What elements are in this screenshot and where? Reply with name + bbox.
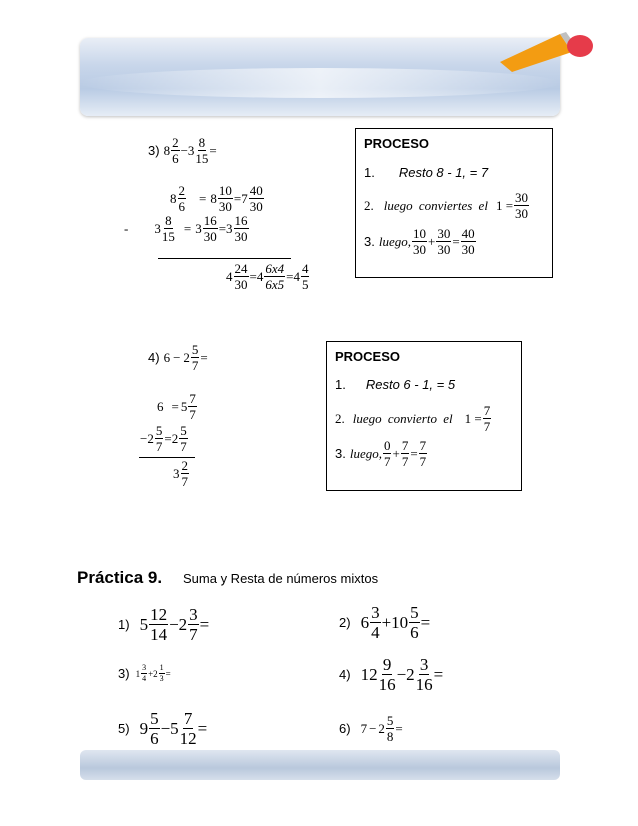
problem-3-step-1: 8 $\frac{2}{6}$ = 8 $\frac{10}{30}$ = 7 $\frac{40}{30}$ (170, 183, 263, 214)
practice-title: Práctica 9. (77, 568, 163, 587)
problem-4-step-2: − 2 $\frac{5}{7}$ = 2 $\frac{5}{7}$ (140, 423, 187, 454)
exercise-4: 4) 12 $\frac{9}{16}$ − 2 $\frac{3}{16}$ = (339, 655, 444, 694)
proceso-title: PROCESO (364, 136, 430, 151)
header-banner (80, 38, 560, 116)
proceso-title: PROCESO (335, 349, 401, 364)
pencil-eraser-icon (500, 32, 595, 72)
exercise-6: 6) 7 − 2 $\frac{5}{8}$ = (339, 713, 403, 744)
problem-4-result: 3 $\frac{2}{7}$ (173, 458, 188, 489)
problem-3-result: 4 $\frac{24}{30}$ = 4 $\frac{6x4}{6x5}$ = 4 $\frac{4}{5}$ (226, 261, 309, 292)
sum-line (158, 258, 291, 259)
exercise-5: 5) 9 $\frac{5}{6}$ − 5 $\frac{7}{12}$ = (118, 709, 208, 748)
practice-subtitle: Suma y Resta de números mixtos (183, 571, 379, 586)
proceso-box-3: PROCESO 1. Resto 8 - 1, = 7 2. luego conviertes el 1 = $\frac{30}{30}$ 3. luego, $\frac{10}{30}$ + $\frac{30}{30}$ = $\frac{40}{30}$ (355, 128, 553, 278)
exercise-2: 2) 6 $\frac{3}{4}$ + 10 $\frac{5}{6}$ = (339, 603, 431, 642)
problem-3: 3) 8 $\frac{2}{6}$ − 3 $\frac{8}{15}$ = (148, 135, 217, 166)
footer-banner (80, 750, 560, 780)
problem-3-step-2: - 3 $\frac{8}{15}$ = 3 $\frac{16}{30}$ = 3 $\frac{16}{30}$ (124, 213, 248, 244)
exercise-1: 1) 5 $\frac{12}{14}$ − 2 $\frac{3}{7}$ = (118, 605, 210, 644)
proceso-box-4: PROCESO 1. Resto 6 - 1, = 5 2. luego convierto el 1 = $\frac{7}{7}$ 3. luego, $\frac{0}{7}$ + $\frac{7}{7}$ = $\frac{7}{7}$ (326, 341, 522, 491)
problem-4: 4) 6 − 2 $\frac{5}{7}$ = (148, 342, 208, 373)
problem-4-step-1: 6 = 5 $\frac{7}{7}$ (157, 391, 196, 422)
exercise-3: 3) 1 $\frac{3}{4}$ + 2 $\frac{1}{3}$ = (118, 663, 171, 683)
fraction: $\frac{2}{6}$ (172, 135, 179, 166)
fraction: $\frac{8}{15}$ (195, 135, 209, 166)
